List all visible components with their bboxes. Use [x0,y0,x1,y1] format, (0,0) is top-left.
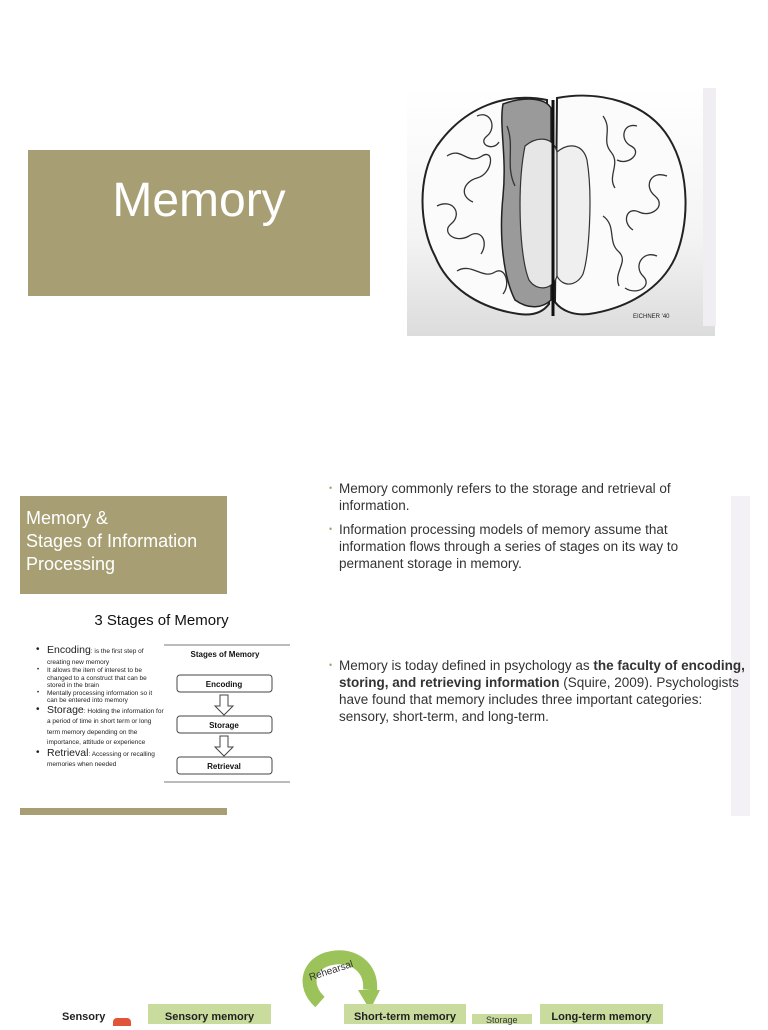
stages-title: 3 Stages of Memory [94,612,229,629]
diagram-title: Stages of Memory [190,650,260,659]
input-arrow-icon [113,1018,131,1026]
sensory-memory-box: Sensory memory [148,1004,271,1024]
stages-diagram [164,643,290,785]
slide-title: Memory [112,173,286,227]
artist-signature: EICHNER '40 [633,314,670,320]
bullet-item: • Memory commonly refers to the storage and retrieval of information. [329,481,671,513]
stage-item: • Retrieval: Accessing or recalling memories when needed [36,749,164,770]
section-heading: Memory & Stages of Information Processing [26,508,198,574]
bullet-icon: • [329,660,333,670]
rehearsal-label: Rehearsal [307,958,355,984]
long-term-memory-box: Long-term memory [540,1004,663,1024]
bullet-item: • Information processing models of memory assume that information flows through a series of stages on its way to permanent storage in memory. [329,522,679,571]
image-edge-strip [703,88,716,326]
down-arrow-icon [215,736,233,756]
bullet-icon: • [329,524,333,534]
stages-list [36,645,164,770]
encoding-label: Encoding [205,680,243,689]
retrieval-label: Retrieval [207,762,241,771]
bullet-item: • Memory is today defined in psychology as the faculty of encoding, storing, and retrieving information (Squire, 2009). Psychologists have found that memory includes three important categories: sensory, short-term, and long-term. [329,658,745,724]
storage-label: Storage [209,721,239,730]
short-term-memory-box: Short-term memory [344,1004,466,1024]
stage-subitem: • Mentally processing information so it can be entered into memory [36,690,164,705]
brain-illustration [407,86,715,336]
stage-item: • Encoding: is the first step of creating new memory [36,646,164,667]
slide-edge-strip [731,496,750,816]
sensory-input-label: Sensory [62,1011,106,1023]
stage-subitem: • It allows the item of interest to be changed to a construct that can be stored in the brain [36,667,164,690]
stage-item: • Storage: Holding the information for a period of time in short term or long term memory depending on the importance, attitude or experience [36,706,164,748]
storage-arrow-label: Storage [486,1015,518,1025]
brain-drawing [407,86,715,336]
bullet-icon: • [329,483,333,493]
accent-bar [20,808,227,815]
down-arrow-icon [215,695,233,715]
